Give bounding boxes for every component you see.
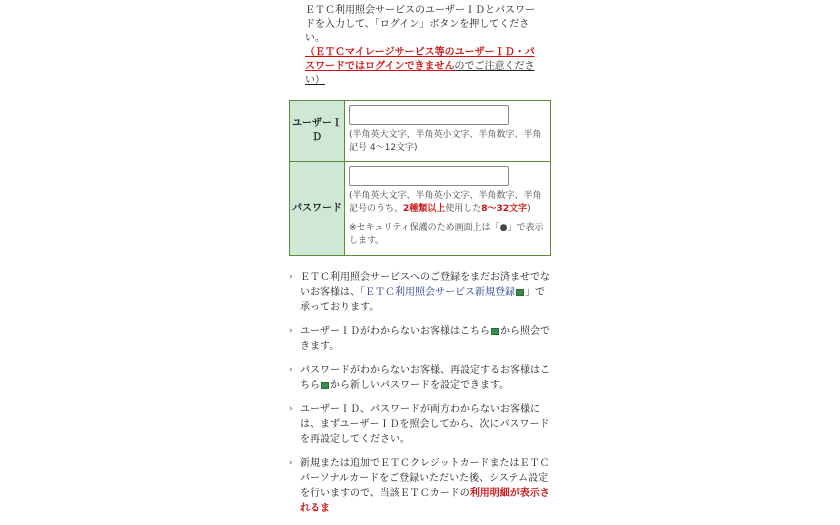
register-link[interactable]: [365, 287, 525, 298]
list-item: [289, 270, 551, 315]
password-hint: [349, 190, 546, 216]
password-hint-length: 8～32文字: [481, 204, 528, 214]
note-text: ユーザーＩＤ、パスワードが両方わからないお客様には、まずユーザーＩＤを照会してから、次にパスワードを再設定してください。: [300, 404, 550, 445]
password-input[interactable]: [349, 166, 509, 186]
intro-section: [289, 0, 551, 88]
userid-cell: [345, 101, 551, 162]
security-note: ※セキュリティ保護のため画面上は「●」で表示します。: [349, 223, 544, 246]
password-row: [290, 162, 551, 256]
list-item: [289, 324, 551, 354]
login-warning: （ＥＴＣマイレージサービス等のユーザーＩＤ・パスワードではログインできません: [305, 47, 535, 72]
note-text: 」で承っております。: [300, 287, 545, 313]
userid-lookup-link-icon[interactable]: [491, 328, 499, 335]
password-label: パスワード: [290, 162, 345, 256]
userid-hint: (半角英大文字、半角英小文字、半角数字、半角記号 4～12文字): [349, 130, 542, 153]
userid-label: ユーザーＩＤ: [290, 101, 345, 162]
password-hint-b: 使用した: [445, 204, 482, 214]
bullet-icon: ›: [289, 458, 293, 468]
list-item: [289, 402, 551, 447]
note-text: ＥＴＣ利用照会サービスへのご登録をまだお済ませでないお客様は、「: [300, 272, 550, 298]
login-form: [289, 100, 551, 256]
bullet-icon: ›: [289, 326, 293, 336]
note-text: 新規または追加でＥＴＣクレジットカードまたはＥＴＣパーソナルカードをご登録いただいた後、システム設定を行いますので、当該ＥＴＣカードの: [300, 458, 550, 499]
bullet-icon: ›: [289, 365, 293, 375]
password-hint-a: (半角英大文字、半角英小文字、半角数字、半角記号のうち、: [349, 191, 542, 214]
userid-row: [290, 101, 551, 162]
note-red-text: 利用明細が表示されるま: [300, 488, 550, 514]
bullet-icon: ›: [289, 272, 293, 282]
note-text: から照会できます。: [300, 326, 550, 352]
password-cell: [345, 162, 551, 256]
password-hint-c: ): [527, 204, 531, 214]
note-text: ユーザーＩＤがわからないお客様はこちら: [300, 326, 490, 337]
new-window-icon: [516, 289, 524, 296]
userid-input[interactable]: [349, 105, 509, 125]
bullet-icon: ›: [289, 404, 293, 414]
register-link-label: ＥＴＣ利用照会サービス新規登録: [365, 287, 515, 298]
list-item: [289, 363, 551, 393]
list-item: [289, 456, 551, 516]
notes-list: [289, 270, 551, 516]
intro-text: ＥＴＣ利用照会サービスのユーザーＩＤとパスワードを入力して、「ログイン」ボタンを押してください。: [305, 5, 535, 44]
password-reset-link-icon[interactable]: [321, 382, 329, 389]
login-content: [289, 0, 551, 525]
note-text: から新しいパスワードを設定できます。: [330, 380, 510, 391]
password-hint-types: 2種類以上: [403, 204, 446, 214]
login-warning-tail: のでご注意ください）: [305, 61, 535, 86]
note-text: パスワードがわからないお客様、再設定するお客様はこちら: [300, 365, 550, 391]
